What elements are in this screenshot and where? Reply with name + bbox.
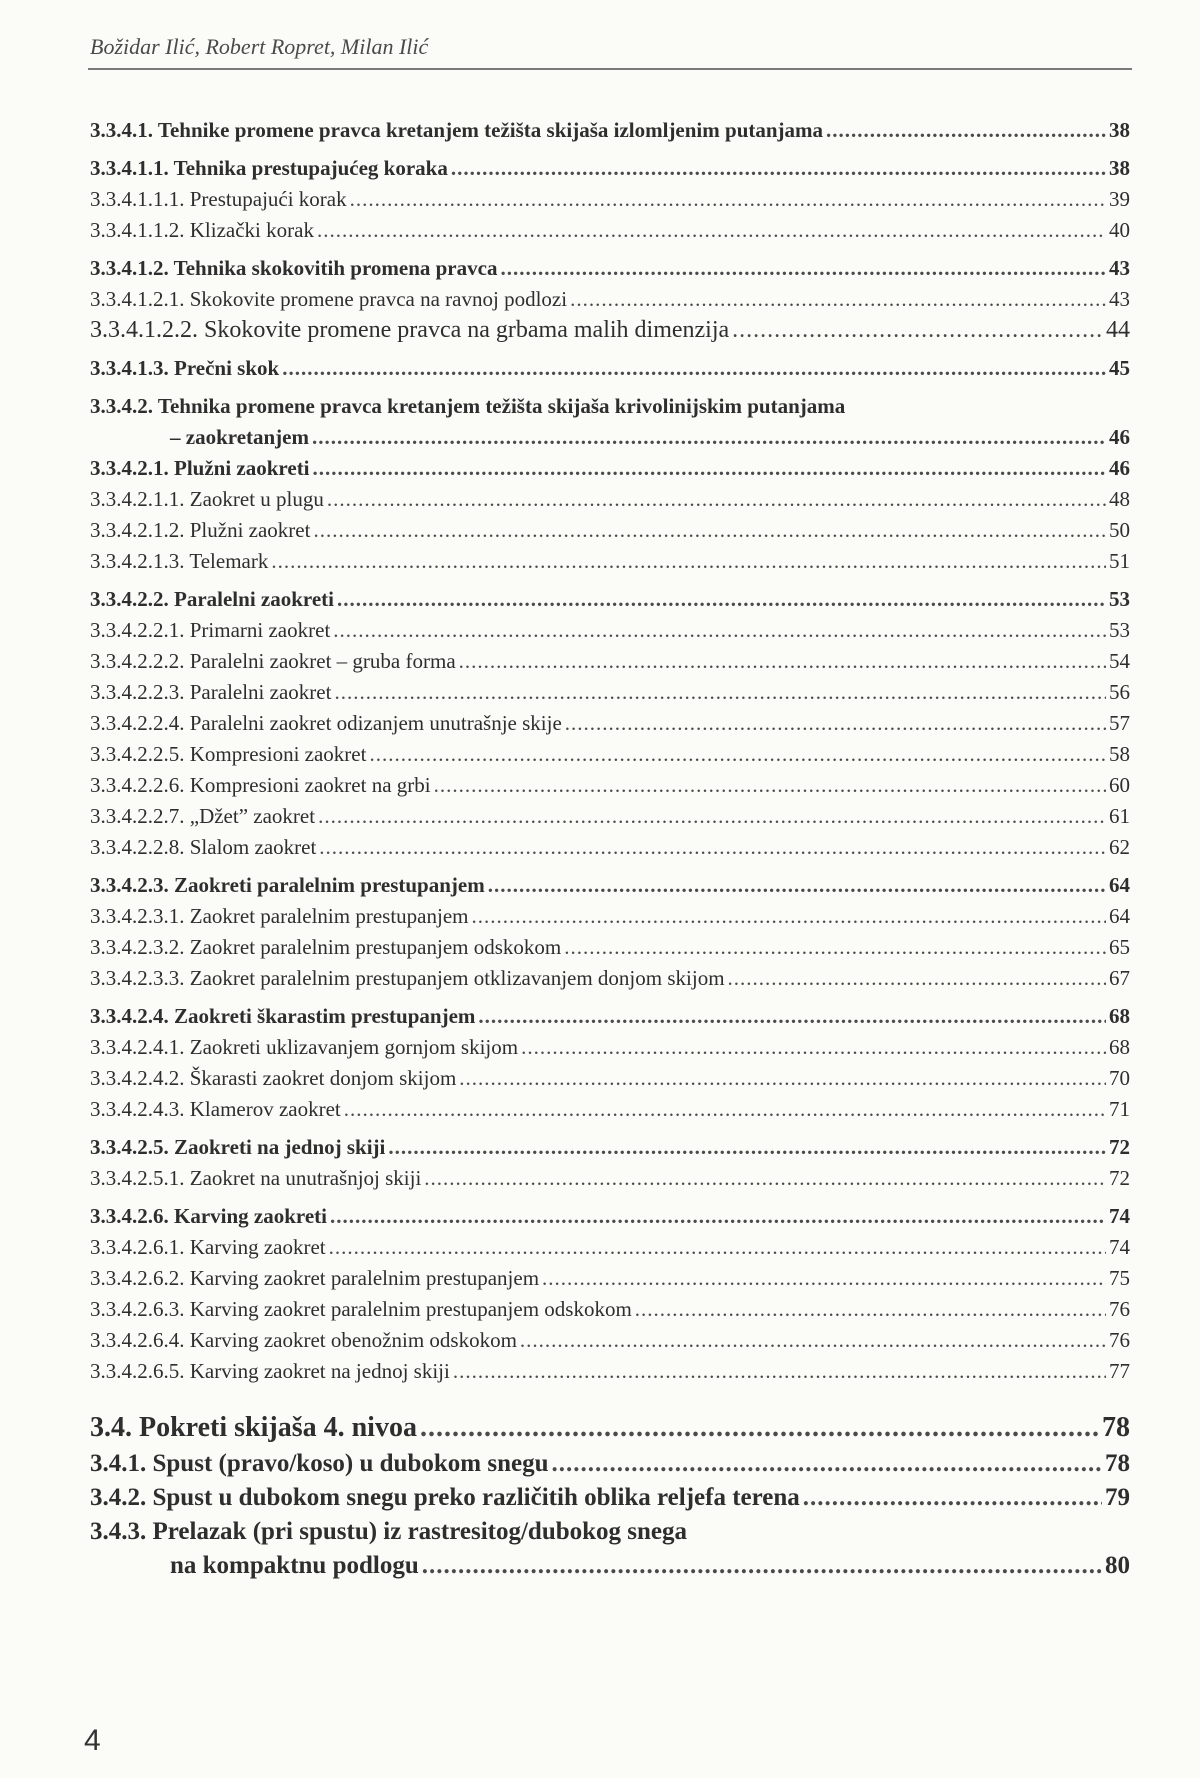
toc-entry-page: 46	[1109, 425, 1130, 449]
toc-entry-title: 3.3.4.2.2.1. Primarni zaokret	[90, 618, 331, 642]
dot-leader	[803, 1481, 1102, 1515]
dot-leader	[732, 315, 1103, 346]
toc-entry	[90, 615, 1130, 646]
running-header: Božidar Ilić, Robert Ropret, Milan Ilić	[90, 34, 429, 59]
toc-entry	[90, 1481, 1130, 1515]
toc-entry-page: 53	[1109, 618, 1130, 642]
toc-entry	[90, 963, 1130, 994]
dot-leader	[434, 770, 1106, 801]
toc-entry	[90, 1201, 1130, 1232]
toc-entry-page: 78	[1105, 1450, 1130, 1477]
toc-entry-title: 3.3.4.2.6.4. Karving zaokret obenožnim odskokom	[90, 1328, 517, 1352]
toc-entry-title: 3.3.4.1.1. Tehnika prestupajućeg koraka	[90, 156, 448, 180]
toc-entry-page: 67	[1109, 966, 1130, 990]
toc-entry-page: 75	[1109, 1266, 1130, 1290]
toc-entry-title: 3.3.4.2.1.3. Telemark	[90, 549, 269, 573]
toc-entry	[90, 484, 1130, 515]
dot-leader	[422, 1549, 1102, 1583]
toc-entry-page: 74	[1109, 1204, 1130, 1228]
toc-entry-title: 3.3.4.2.2.3. Paralelni zaokret	[90, 680, 332, 704]
toc-entry-title-line: 3.3.4.2. Tehnika promene pravca kretanjem težišta skijaša krivolinijskim putanjama	[90, 394, 846, 418]
toc-entry-page: 61	[1109, 804, 1130, 828]
dot-leader	[420, 1409, 1099, 1447]
toc-entry	[90, 770, 1130, 801]
toc-entry	[90, 1132, 1130, 1163]
toc-entry-title: 3.3.4.2.3.2. Zaokret paralelnim prestupanjem odskokom	[90, 935, 562, 959]
toc-entry-page: 72	[1109, 1135, 1130, 1159]
toc-entry-page: 38	[1109, 156, 1130, 180]
toc-entry-title: 3.4. Pokreti skijaša 4. nivoa	[90, 1412, 417, 1443]
toc-entry-title: 3.3.4.2.1.2. Plužni zaokret	[90, 518, 311, 542]
dot-leader	[327, 484, 1106, 515]
toc-entry	[90, 1356, 1130, 1387]
dot-leader	[500, 253, 1106, 284]
dot-leader	[564, 932, 1106, 963]
dot-leader	[570, 284, 1106, 315]
dot-leader	[542, 1263, 1106, 1294]
toc-entry	[90, 1294, 1130, 1325]
toc-entry-title: 3.3.4.2.4. Zaokreti škarastim prestupanjem	[90, 1004, 476, 1028]
toc-entry	[90, 832, 1130, 863]
toc-entry-page: 39	[1109, 187, 1130, 211]
dot-leader	[520, 1325, 1106, 1356]
toc-entry-title: 3.3.4.2.5.1. Zaokret na unutrašnjoj skiji	[90, 1166, 422, 1190]
toc-entry-page: 53	[1109, 587, 1130, 611]
dot-leader	[334, 677, 1106, 708]
toc-entry-title: 3.3.4.2.2.8. Slalom zaokret	[90, 835, 317, 859]
toc-entry-title: 3.3.4.1.1.2. Klizački korak	[90, 218, 314, 242]
dot-leader	[318, 801, 1106, 832]
toc-entry-page: 70	[1109, 1066, 1130, 1090]
toc-entry-page: 56	[1109, 680, 1130, 704]
toc-entry-title: 3.3.4.2.2.2. Paralelni zaokret – gruba forma	[90, 649, 456, 673]
toc-entry-title: 3.3.4.2.1. Plužni zaokreti	[90, 456, 310, 480]
toc-entry-page: 64	[1109, 904, 1130, 928]
toc-entry	[90, 1163, 1130, 1194]
toc-entry-page: 48	[1109, 487, 1130, 511]
toc-entry-title: 3.3.4.2.2.7. „Džet” zaokret	[90, 804, 316, 828]
toc-entry	[90, 1549, 1130, 1583]
toc-entry-title: 3.3.4.2.6.2. Karving zaokret paralelnim prestupanjem	[90, 1266, 540, 1290]
toc-entry-title: 3.3.4.1.2.2. Skokovite promene pravca na grbama malih dimenzija	[90, 317, 730, 343]
toc-entry-page: 79	[1105, 1484, 1130, 1511]
dot-leader	[451, 153, 1106, 184]
toc-entry	[90, 1325, 1130, 1356]
dot-leader	[565, 708, 1106, 739]
toc-entry-page: 46	[1109, 456, 1130, 480]
toc-entry	[90, 708, 1130, 739]
dot-leader	[826, 115, 1106, 146]
toc-entry	[90, 1001, 1130, 1032]
dot-leader	[388, 1132, 1106, 1163]
toc-entry-page: 38	[1109, 118, 1130, 142]
toc-entry	[90, 453, 1130, 484]
toc-entry	[90, 739, 1130, 770]
dot-leader	[312, 422, 1106, 453]
toc-entry-title: na kompaktnu podlogu	[170, 1552, 419, 1579]
toc-entry	[90, 115, 1130, 146]
toc-entry-title: 3.3.4.2.3.3. Zaokret paralelnim prestupanjem otklizavanjem donjom skijom	[90, 966, 725, 990]
toc-entry	[90, 1232, 1130, 1263]
dot-leader	[459, 646, 1106, 677]
toc-entry	[90, 646, 1130, 677]
dot-leader	[271, 546, 1106, 577]
toc-entry-title: 3.3.4.2.6. Karving zaokreti	[90, 1204, 328, 1228]
toc-entry-title: 3.3.4.1. Tehnike promene pravca kretanjem težišta skijaša izlomljenim putanjama	[90, 118, 824, 142]
toc-entry	[90, 184, 1130, 215]
toc-entry-page: 51	[1109, 549, 1130, 573]
toc-entry-page: 50	[1109, 518, 1130, 542]
toc-entry-page: 76	[1109, 1328, 1130, 1352]
toc-entry-title: 3.3.4.2.3. Zaokreti paralelnim prestupanjem	[90, 873, 485, 897]
toc-entry-page: 62	[1109, 835, 1130, 859]
toc-entry	[90, 315, 1130, 346]
toc-entry-page: 72	[1109, 1166, 1130, 1190]
dot-leader	[333, 615, 1106, 646]
toc-entry-title: 3.3.4.2.6.1. Karving zaokret	[90, 1235, 326, 1259]
dot-leader	[459, 1063, 1106, 1094]
toc-entry-page: 64	[1109, 873, 1130, 897]
dot-leader	[337, 584, 1106, 615]
dot-leader	[478, 1001, 1106, 1032]
dot-leader	[350, 184, 1106, 215]
toc-entry	[90, 1094, 1130, 1125]
dot-leader	[313, 515, 1106, 546]
toc-entry-title: 3.3.4.1.2. Tehnika skokovitih promena pravca	[90, 256, 498, 280]
toc-entry-title: 3.3.4.2.2.4. Paralelni zaokret odizanjem unutrašnje skije	[90, 711, 562, 735]
toc-entry-title: 3.4.2. Spust u dubokom snegu preko različitih oblika reljefa terena	[90, 1484, 800, 1511]
toc-entry-title-line: 3.4.3. Prelazak (pri spustu) iz rastresitog/dubokog snega	[90, 1518, 688, 1545]
toc-entry	[90, 546, 1130, 577]
toc-entry	[90, 215, 1130, 246]
table-of-contents	[90, 115, 1130, 1583]
toc-entry-page: 45	[1109, 356, 1130, 380]
toc-entry-page: 44	[1106, 317, 1130, 343]
dot-leader	[471, 901, 1106, 932]
dot-leader	[313, 453, 1106, 484]
dot-leader	[369, 739, 1106, 770]
dot-leader	[488, 870, 1106, 901]
toc-entry-title: 3.3.4.2.6.3. Karving zaokret paralelnim prestupanjem odskokom	[90, 1297, 632, 1321]
toc-entry-page: 54	[1109, 649, 1130, 673]
dot-leader	[330, 1201, 1106, 1232]
toc-entry	[90, 515, 1130, 546]
toc-entry-page: 78	[1102, 1412, 1130, 1443]
toc-entry	[90, 353, 1130, 384]
dot-leader	[551, 1447, 1102, 1481]
toc-entry-title: 3.4.1. Spust (pravo/koso) u dubokom snegu	[90, 1450, 549, 1477]
toc-entry	[90, 1263, 1130, 1294]
toc-entry-page: 74	[1109, 1235, 1130, 1259]
toc-entry	[90, 901, 1130, 932]
toc-entry-page: 68	[1109, 1004, 1130, 1028]
dot-leader	[329, 1232, 1106, 1263]
dot-leader	[319, 832, 1106, 863]
toc-entry	[90, 801, 1130, 832]
dot-leader	[728, 963, 1106, 994]
toc-entry-page: 76	[1109, 1297, 1130, 1321]
toc-entry-page: 60	[1109, 773, 1130, 797]
toc-entry-title: 3.3.4.2.5. Zaokreti na jednoj skiji	[90, 1135, 386, 1159]
toc-entry-page: 40	[1109, 218, 1130, 242]
toc-entry	[90, 677, 1130, 708]
toc-entry-page: 77	[1109, 1359, 1130, 1383]
dot-leader	[635, 1294, 1106, 1325]
toc-entry	[90, 584, 1130, 615]
toc-entry	[90, 422, 1130, 453]
toc-entry-page: 43	[1109, 287, 1130, 311]
page-number: 4	[84, 1724, 101, 1757]
toc-entry-title: 3.3.4.1.3. Prečni skok	[90, 356, 280, 380]
toc-entry-title: 3.3.4.2.1.1. Zaokret u plugu	[90, 487, 324, 511]
dot-leader	[317, 215, 1106, 246]
toc-entry-title: 3.3.4.2.2.5. Kompresioni zaokret	[90, 742, 367, 766]
toc-entry-page: 68	[1109, 1035, 1130, 1059]
toc-entry	[90, 1063, 1130, 1094]
toc-entry-title: 3.3.4.2.4.3. Klamerov zaokret	[90, 1097, 341, 1121]
toc-entry-page: 71	[1109, 1097, 1130, 1121]
toc-entry-title: – zaokretanjem	[170, 425, 309, 449]
toc-entry	[90, 153, 1130, 184]
toc-entry-page: 57	[1109, 711, 1130, 735]
toc-entry-title: 3.3.4.2.3.1. Zaokret paralelnim prestupanjem	[90, 904, 469, 928]
toc-entry	[90, 1409, 1130, 1447]
toc-entry-title: 3.3.4.2.2.6. Kompresioni zaokret na grbi	[90, 773, 431, 797]
toc-entry-title: 3.3.4.1.1.1. Prestupajući korak	[90, 187, 347, 211]
toc-entry	[90, 1447, 1130, 1481]
toc-entry-page: 43	[1109, 256, 1130, 280]
dot-leader	[521, 1032, 1106, 1063]
toc-entry-page: 58	[1109, 742, 1130, 766]
dot-leader	[344, 1094, 1106, 1125]
header-rule	[88, 68, 1132, 70]
toc-entry	[90, 284, 1130, 315]
toc-entry-title: 3.3.4.2.2. Paralelni zaokreti	[90, 587, 334, 611]
toc-entry-title: 3.3.4.2.4.2. Škarasti zaokret donjom skijom	[90, 1066, 457, 1090]
toc-entry	[90, 870, 1130, 901]
dot-leader	[453, 1356, 1106, 1387]
dot-leader	[282, 353, 1106, 384]
toc-entry-page: 80	[1105, 1552, 1130, 1579]
toc-entry-page: 65	[1109, 935, 1130, 959]
toc-entry-title: 3.3.4.2.4.1. Zaokreti uklizavanjem gornjom skijom	[90, 1035, 519, 1059]
toc-entry-title: 3.3.4.2.6.5. Karving zaokret na jednoj skiji	[90, 1359, 450, 1383]
toc-entry-title: 3.3.4.1.2.1. Skokovite promene pravca na ravnoj podlozi	[90, 287, 568, 311]
toc-entry	[90, 253, 1130, 284]
toc-entry	[90, 932, 1130, 963]
dot-leader	[424, 1163, 1106, 1194]
toc-entry	[90, 1032, 1130, 1063]
